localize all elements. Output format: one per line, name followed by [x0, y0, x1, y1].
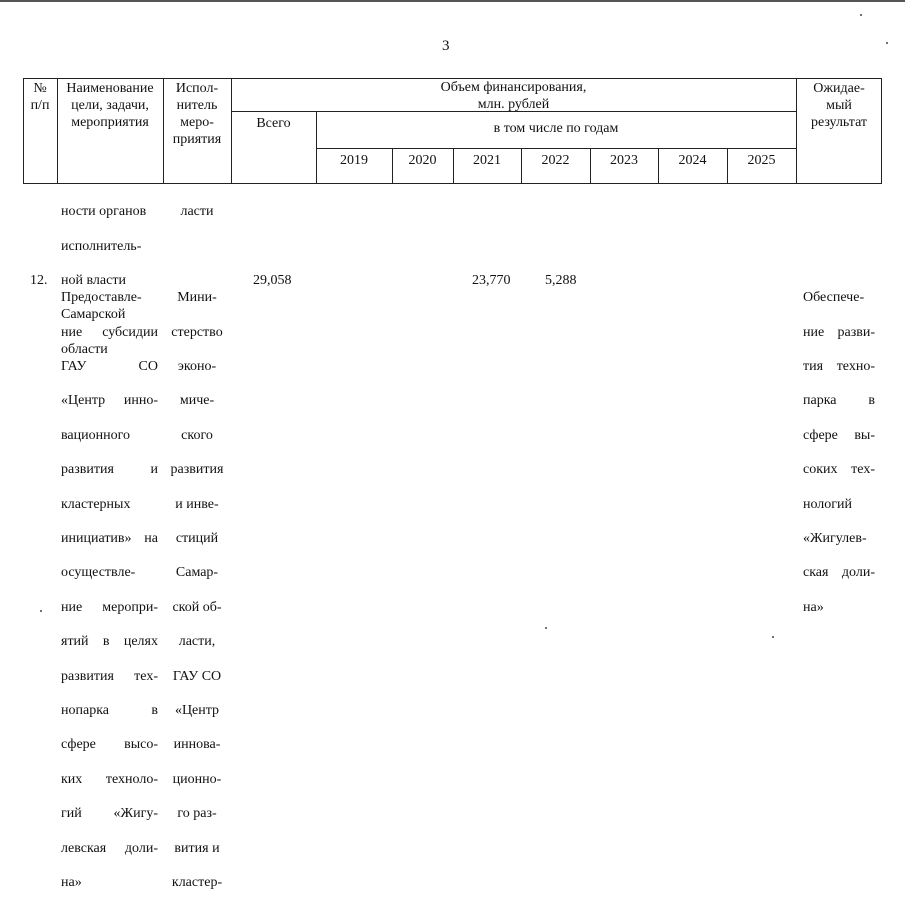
text-line: и инве-: [175, 496, 219, 512]
row12-2021: 23,770: [472, 273, 511, 288]
year-2019: 2019: [340, 153, 368, 168]
text-line: миче-: [179, 393, 215, 409]
text-line: сфере вы-: [803, 427, 875, 443]
text-line: ких техноло-: [61, 771, 158, 787]
text-line: Предоставле-: [61, 290, 142, 306]
row12-executor-cell: [164, 272, 230, 909]
text-line: развития: [170, 462, 224, 478]
header-by-years: в том числе по годам: [493, 121, 619, 136]
text-line: вационного: [61, 427, 131, 443]
text-line: Самар-: [175, 565, 219, 581]
text-line: «Жигулев-: [803, 531, 867, 547]
text-line: исполнитель-: [61, 238, 142, 254]
text-line: Обеспече-: [803, 290, 865, 306]
text-line: нопарка в: [61, 703, 158, 719]
year-2022: 2022: [541, 153, 570, 168]
scan-speck: [886, 42, 888, 44]
top-rule: [0, 0, 905, 2]
scan-speck: [545, 627, 547, 629]
text-line: го раз-: [177, 806, 217, 822]
text-line: тия техно-: [803, 359, 875, 375]
text-line: иннова-: [173, 737, 221, 753]
text-line: ционно-: [172, 771, 222, 787]
text-line: ласти,: [178, 634, 216, 650]
year-2023: 2023: [610, 153, 638, 168]
scan-speck: [40, 610, 42, 612]
header-name: Наименование цели, задачи, мероприятия: [66, 81, 154, 130]
text-line: «Центр: [174, 703, 220, 719]
header-financing: Объем финансирования, млн. рублей: [440, 80, 587, 112]
row12-total: 29,058: [253, 273, 292, 288]
text-line: стиций: [175, 531, 219, 547]
text-line: ского: [181, 427, 213, 443]
text-line: ной власти: [61, 273, 126, 289]
text-line: эконо-: [177, 359, 217, 375]
text-line: ской об-: [172, 599, 222, 615]
scan-speck: [860, 14, 862, 16]
text-line: развития тех-: [61, 668, 158, 684]
text-line: кластерных: [61, 496, 131, 512]
text-line: ская доли-: [803, 565, 875, 581]
header-result: Ожидае- мый результат: [810, 81, 868, 130]
text-line: ГАУ СО: [61, 359, 158, 375]
row12-result-cell: [803, 272, 875, 633]
text-line: парка в: [803, 393, 875, 409]
text-line: ние субсидии: [61, 324, 158, 340]
year-2020: 2020: [408, 153, 437, 168]
text-line: на»: [61, 875, 82, 891]
text-line: стерство: [171, 324, 223, 340]
text-line: инициатив» на: [61, 531, 158, 547]
text-line: вития и: [174, 840, 220, 856]
text-line: соких тех-: [803, 462, 875, 478]
row12-2022: 5,288: [545, 273, 577, 288]
row-divider: [316, 148, 796, 149]
text-line: ласти: [180, 204, 214, 220]
scan-speck: [772, 636, 774, 638]
text-line: гий «Жигу-: [61, 806, 158, 822]
text-line: ние меропри-: [61, 599, 158, 615]
year-2024: 2024: [678, 153, 707, 168]
row12-name-cell: [61, 272, 158, 909]
text-line: ятий в целях: [61, 634, 158, 650]
text-line: Самарской: [61, 307, 126, 323]
year-2021: 2021: [473, 153, 501, 168]
header-total: Всего: [256, 116, 291, 131]
text-line: ние разви-: [803, 324, 875, 340]
text-line: нологий: [803, 496, 853, 512]
header-executor: Испол- нитель меро- приятия: [172, 81, 222, 147]
continued-executor-cell: [166, 186, 228, 238]
text-line: Мини-: [177, 290, 217, 306]
text-line: кластер-: [171, 875, 223, 891]
header-num: № п/п: [30, 81, 50, 113]
year-2025: 2025: [747, 153, 776, 168]
page-number: 3: [442, 38, 450, 54]
text-line: ности органов: [61, 204, 147, 220]
row-number: 12.: [30, 273, 48, 288]
text-line: левская доли-: [61, 840, 158, 856]
text-line: осуществле-: [61, 565, 136, 581]
text-line: развития и: [61, 462, 158, 478]
text-line: области: [61, 341, 108, 357]
text-line: ГАУ СО: [172, 668, 222, 684]
text-line: «Центр инно-: [61, 393, 158, 409]
text-line: сфере высо-: [61, 737, 158, 753]
text-line: на»: [803, 599, 824, 615]
